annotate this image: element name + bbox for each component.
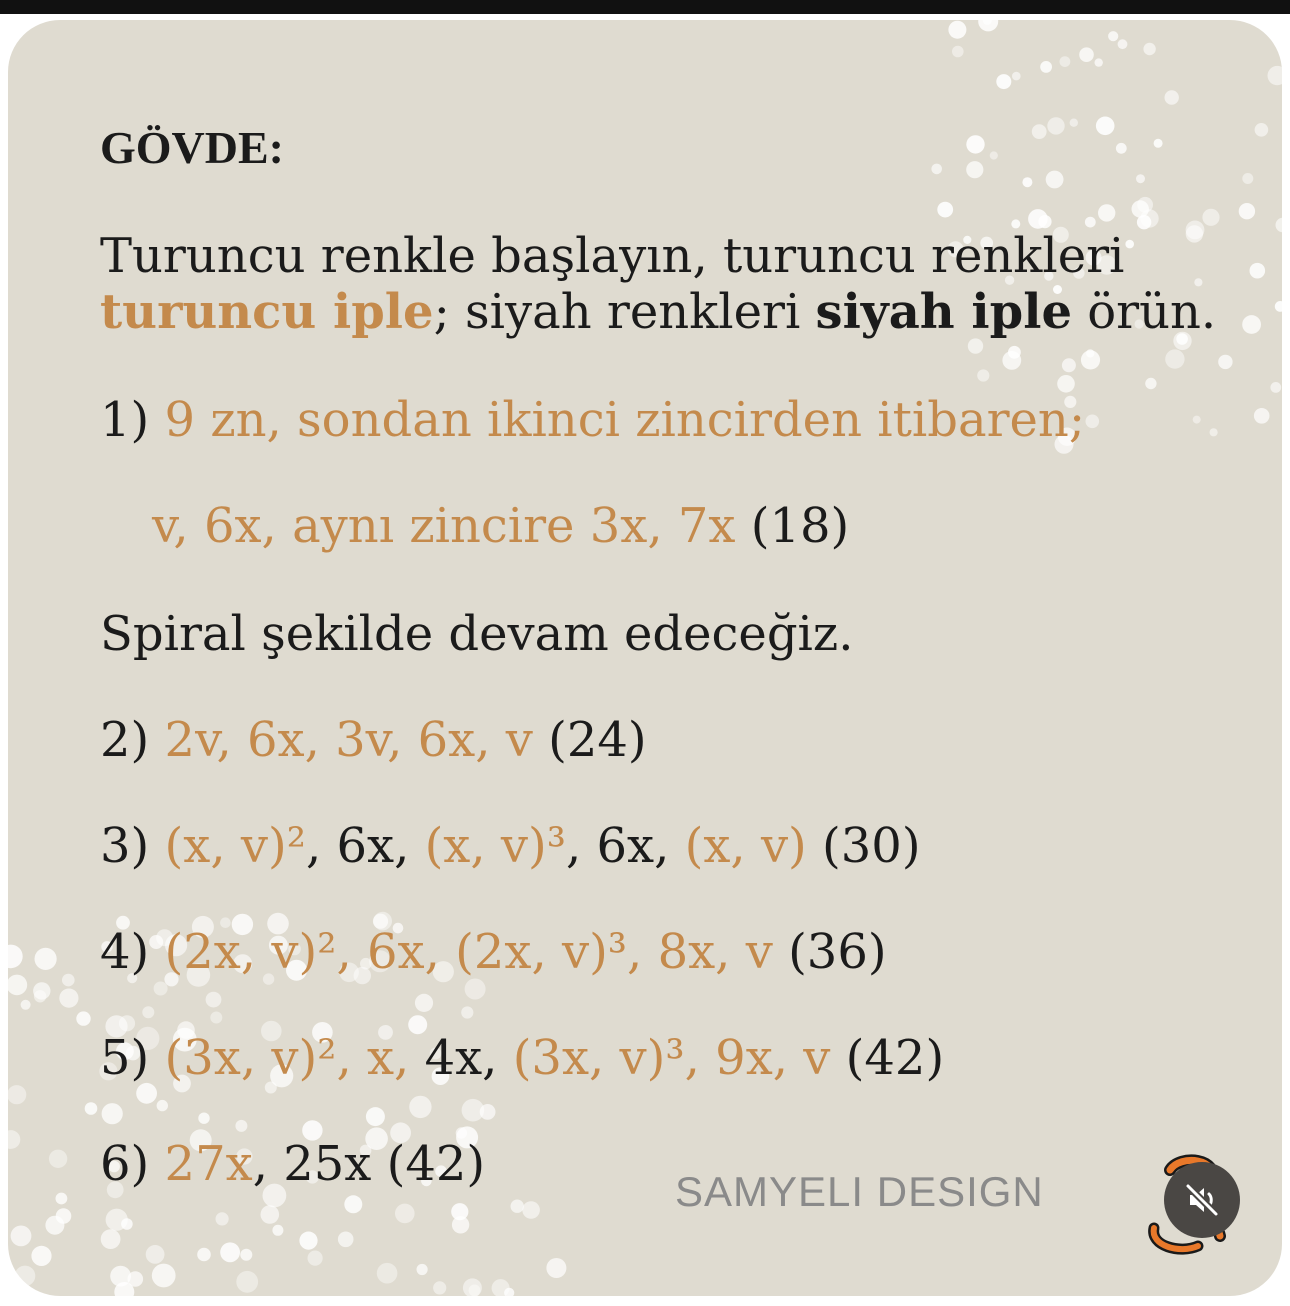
decorative-dot: [395, 1204, 415, 1224]
round-1-orange: 9 zn, sondan ikinci zincirden itibaren;: [164, 392, 1086, 448]
decorative-dot: [968, 338, 983, 353]
decorative-dot: [1242, 173, 1253, 184]
intro-mid-text: ; siyah renkleri: [433, 284, 816, 340]
decorative-dot: [948, 21, 966, 39]
decorative-dot: [966, 161, 983, 178]
spiral-note: Spiral şekilde devam edeceğiz.: [100, 606, 854, 662]
decorative-dot: [110, 1266, 131, 1287]
decorative-dot: [977, 369, 989, 381]
decorative-dot: [451, 1203, 468, 1220]
decorative-dot: [415, 994, 433, 1012]
round-2-number: 2): [100, 712, 165, 768]
decorative-dot: [197, 1248, 211, 1262]
decorative-dot: [1186, 225, 1203, 242]
decorative-dot: [1268, 66, 1283, 85]
decorative-dot: [1032, 124, 1047, 139]
mute-button[interactable]: [1164, 1162, 1240, 1238]
round-6-number: 6): [100, 1136, 165, 1192]
decorative-dot: [433, 1281, 446, 1294]
round-5-count: (42): [830, 1030, 945, 1086]
decorative-dot: [272, 1225, 283, 1236]
decorative-dot: [1040, 61, 1052, 73]
decorative-dot: [1165, 349, 1184, 368]
decorative-dot: [1140, 209, 1158, 227]
decorative-dot: [101, 1229, 121, 1249]
decorative-dot: [338, 1232, 354, 1248]
intro-line-2: [100, 284, 1216, 340]
decorative-dot: [1028, 209, 1048, 229]
decorative-dot: [1145, 378, 1156, 389]
decorative-dot: [1242, 315, 1261, 334]
decorative-dot: [121, 1218, 133, 1230]
decorative-dot: [522, 1201, 540, 1219]
decorative-dot: [85, 1102, 98, 1115]
decorative-dot: [1143, 43, 1155, 55]
decorative-dot: [1276, 218, 1283, 233]
round-6-orange: 27x: [164, 1136, 253, 1192]
decorative-dot: [990, 151, 998, 159]
decorative-dot: [1118, 39, 1128, 49]
decorative-dot: [492, 1279, 510, 1296]
intro-line-1: Turuncu renkle başlayın, turuncu renkleri: [100, 228, 1125, 284]
decorative-dot: [952, 46, 964, 58]
decorative-dot: [1254, 408, 1270, 424]
round-1-number: 1): [100, 392, 165, 448]
decorative-dot: [1116, 143, 1127, 154]
round-3-number: 3): [100, 818, 165, 874]
round-3-part-e: (x, v): [684, 818, 807, 874]
decorative-dot: [76, 1011, 90, 1025]
decorative-dot: [377, 1263, 398, 1284]
pattern-card: [8, 20, 1282, 1296]
decorative-dot: [261, 1205, 280, 1224]
orange-yarn-label: turuncu iple: [100, 284, 434, 340]
decorative-dot: [1154, 139, 1163, 148]
decorative-dot: [1012, 72, 1021, 81]
decorative-dot: [45, 1216, 64, 1235]
round-3-part-d: , 6x,: [565, 818, 685, 874]
round-1-continued: [152, 498, 849, 554]
decorative-dot: [154, 982, 168, 996]
decorative-dot: [59, 989, 78, 1008]
decorative-dot: [931, 164, 942, 175]
decorative-dot: [462, 1099, 485, 1122]
decorative-dot: [1193, 416, 1201, 424]
decorative-dot: [1008, 346, 1021, 359]
round-5-part-c: (3x, v)³, 9x, v: [512, 1030, 831, 1086]
decorative-dot: [8, 1085, 26, 1104]
decorative-dot: [344, 1195, 362, 1213]
decorative-dot: [21, 1000, 31, 1010]
decorative-dot: [1085, 217, 1096, 228]
round-3-part-a: (x, v)²: [164, 818, 306, 874]
decorative-dot: [1070, 119, 1078, 127]
round-6-rest: , 25x (42): [252, 1136, 486, 1192]
decorative-dot: [102, 1103, 123, 1124]
round-3-part-c: (x, v)³: [424, 818, 566, 874]
decorative-dot: [1250, 263, 1266, 279]
decorative-dot: [937, 202, 953, 218]
round-6: [100, 1136, 485, 1192]
decorative-dot: [206, 992, 222, 1008]
decorative-dot: [35, 948, 57, 970]
decorative-dot: [308, 1251, 323, 1266]
round-2-orange: 2v, 6x, 3v, 6x, v: [164, 712, 533, 768]
decorative-dot: [49, 1150, 67, 1168]
decorative-dot: [409, 1096, 431, 1118]
round-4-orange: (2x, v)², 6x, (2x, v)³, 8x, v: [164, 924, 773, 980]
decorative-dot: [8, 945, 23, 969]
decorative-dot: [142, 1006, 154, 1018]
round-5: [100, 1030, 944, 1086]
top-border: [0, 0, 1290, 14]
decorative-dot: [157, 1100, 168, 1111]
decorative-dot: [463, 1278, 482, 1296]
decorative-dot: [1095, 58, 1103, 66]
decorative-dot: [1165, 90, 1179, 104]
decorative-dot: [1270, 382, 1281, 393]
round-4-count: (36): [772, 924, 887, 980]
decorative-dot: [1275, 301, 1282, 312]
round-2-count: (24): [532, 712, 647, 768]
decorative-dot: [1136, 174, 1145, 183]
decorative-dot: [216, 1212, 229, 1225]
decorative-dot: [198, 1113, 209, 1124]
round-4: [100, 924, 887, 980]
decorative-dot: [978, 20, 998, 31]
round-3: [100, 818, 921, 874]
round-1: [100, 392, 1085, 448]
black-yarn-label: siyah iple: [815, 284, 1072, 340]
decorative-dot: [62, 974, 75, 987]
decorative-dot: [1060, 56, 1071, 67]
decorative-dot: [1239, 203, 1255, 219]
round-5-part-b: 4x,: [409, 1030, 513, 1086]
decorative-dot: [220, 1242, 240, 1262]
decorative-dot: [1086, 349, 1094, 357]
decorative-dot: [210, 1012, 222, 1024]
round-5-part-a: (3x, v)², x,: [164, 1030, 410, 1086]
decorative-dot: [461, 1006, 473, 1018]
section-title: GÖVDE:: [100, 122, 284, 173]
decorative-dot: [1108, 31, 1118, 41]
decorative-dot: [146, 1245, 165, 1264]
round-1-count: (18): [735, 498, 850, 554]
decorative-dot: [136, 1083, 157, 1104]
decorative-dot: [1098, 204, 1115, 221]
decorative-dot: [15, 1266, 36, 1287]
decorative-dot: [299, 1232, 317, 1250]
decorative-dot: [1202, 209, 1219, 226]
decorative-dot: [8, 1130, 20, 1149]
decorative-dot: [1079, 47, 1094, 62]
muted-speaker-icon: [1182, 1180, 1222, 1220]
decorative-dot: [152, 1264, 176, 1288]
decorative-dot: [417, 1264, 428, 1275]
decorative-dot: [996, 74, 1011, 89]
decorative-dot: [31, 1246, 51, 1266]
intro-end-text: örün.: [1071, 284, 1217, 340]
round-5-number: 5): [100, 1030, 165, 1086]
decorative-dot: [1022, 177, 1032, 187]
decorative-dot: [1086, 415, 1100, 429]
decorative-dot: [1062, 358, 1076, 372]
decorative-dot: [11, 1226, 32, 1247]
decorative-dot: [56, 1193, 68, 1205]
decorative-dot: [966, 135, 984, 153]
brand-name: SAMYELI DESIGN: [675, 1168, 1044, 1215]
decorative-dot: [546, 1258, 566, 1278]
decorative-dot: [1057, 375, 1075, 393]
decorative-dot: [1046, 171, 1064, 189]
round-4-number: 4): [100, 924, 165, 980]
round-3-count: (30): [806, 818, 921, 874]
round-1b-orange: v, 6x, aynı zincire 3x, 7x: [152, 498, 736, 554]
decorative-dot: [1047, 117, 1064, 134]
decorative-dot: [235, 1120, 247, 1132]
round-3-part-b: , 6x,: [305, 818, 425, 874]
decorative-dot: [1255, 123, 1269, 137]
decorative-dot: [465, 979, 486, 1000]
decorative-dot: [236, 1271, 258, 1293]
decorative-dot: [34, 990, 46, 1002]
decorative-dot: [240, 1249, 252, 1261]
decorative-dot: [366, 1107, 385, 1126]
round-2: [100, 712, 647, 768]
decorative-dot: [511, 1200, 524, 1213]
decorative-dot: [1125, 240, 1134, 249]
decorative-dot: [8, 975, 27, 996]
decorative-dot: [1218, 355, 1232, 369]
decorative-dot: [1210, 428, 1218, 436]
decorative-dot: [1096, 117, 1115, 136]
